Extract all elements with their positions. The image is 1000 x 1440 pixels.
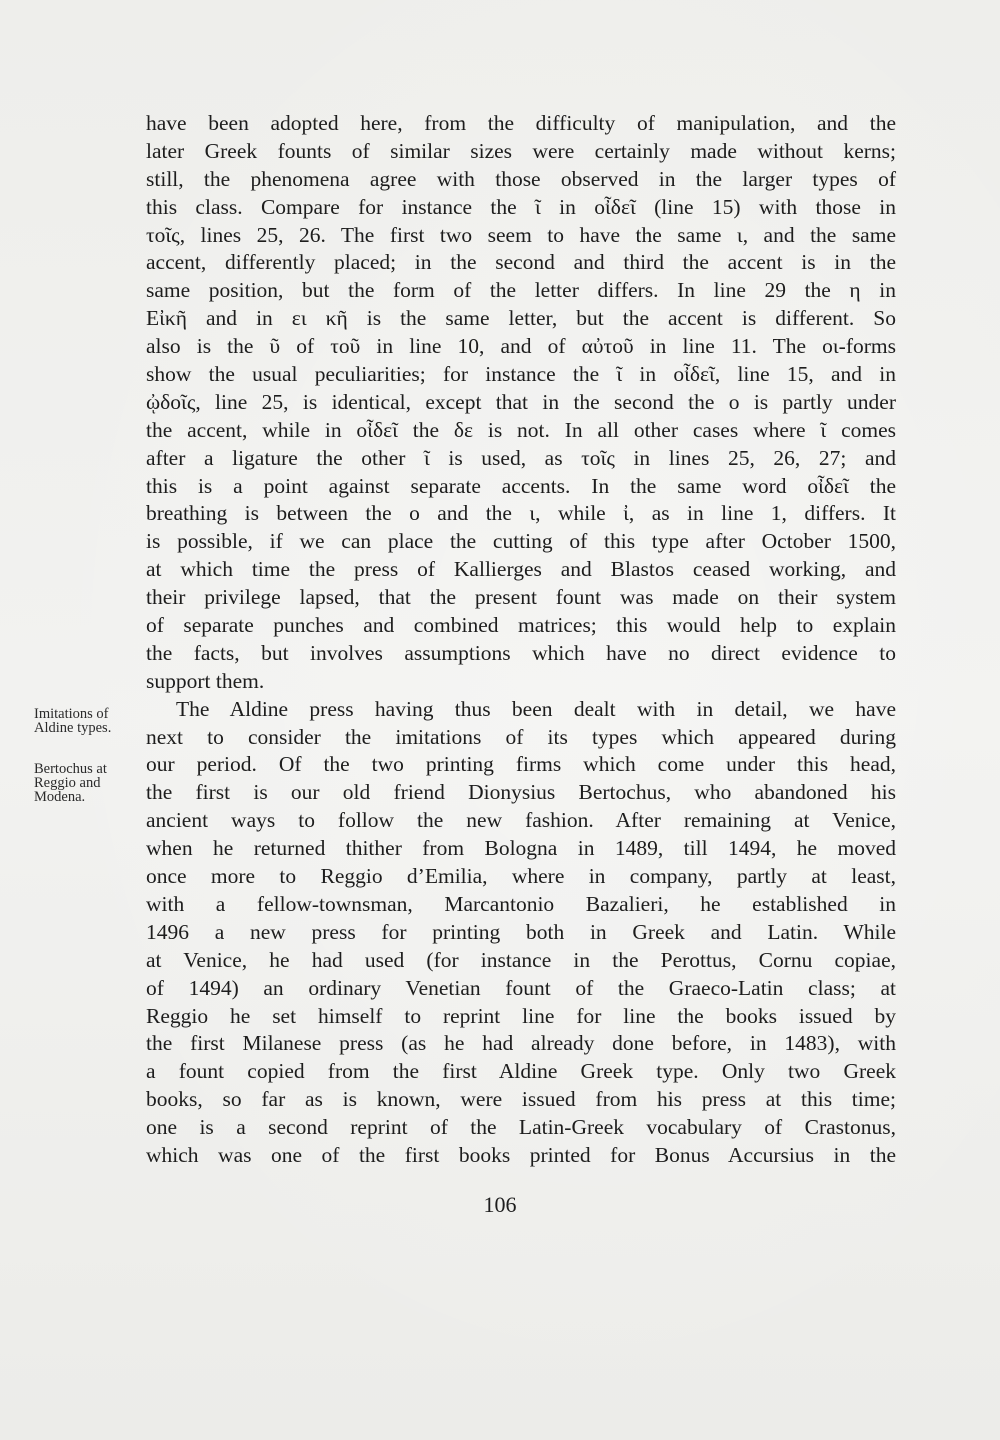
text-line: still, the phenomena agree with those observed in the larger types of [146, 166, 896, 191]
text-line: the accent, while in οἶδεῖ the δε is not. In all other cases where ῖ comes [146, 417, 896, 442]
paragraph-last-line: support them. [146, 668, 265, 693]
text-line: once more to Reggio d’Emilia, where in company, partly at least, [146, 864, 896, 889]
text-line: later Greek founts of similar sizes were certainly made without kerns; [146, 138, 896, 163]
text-line: 1496 a new press for printing both in Greek and Latin. While [146, 919, 896, 944]
text-line: next to consider the imitations of its types which appeared during [146, 724, 896, 749]
text-line: accent, differently placed; in the second and third the accent is in the [146, 250, 896, 275]
sidenote-line: Reggio and [34, 775, 101, 791]
text-line: after a ligature the other ῖ is used, as τοῖς in lines 25, 26, 27; and [146, 445, 896, 470]
text-line: of separate punches and combined matrices; this would help to explain [146, 613, 896, 638]
text-line: which was one of the first books printed for Bonus Accursius in the [146, 1142, 896, 1167]
text-line: books, so far as is known, were issued from his press at this time; [146, 1087, 896, 1112]
paragraph-first-line: The Aldine press having thus been dealt with in detail, we have [176, 696, 896, 721]
sidenote-line: Imitations of [34, 706, 109, 722]
text-line: one is a second reprint of the Latin-Greek vocabulary of Crastonus, [146, 1115, 896, 1140]
text-line: this is a point against separate accents. In the same word οἶδεῖ the [146, 473, 896, 498]
text-line: when he returned thither from Bologna in 1489, till 1494, he moved [146, 836, 896, 861]
page-number: 106 [483, 1192, 517, 1217]
text-line: the first is our old friend Dionysius Bertochus, who abandoned his [146, 780, 896, 805]
text-line: τοῖς, lines 25, 26. The first two seem to have the same ι, and the same [146, 222, 896, 247]
text-line: at Venice, he had used (for instance in the Perottus, Cornu copiae, [146, 947, 896, 972]
text-line: ᾠδοῖς, line 25, is identical, except that in the second the ο is partly under [146, 389, 896, 414]
sidenote-aldine-imitations [34, 707, 111, 735]
text-line: breathing is between the ο and the ι, while ἰ, as in line 1, differs. It [146, 501, 896, 526]
text-line: the first Milanese press (as he had already done before, in 1483), with [146, 1031, 896, 1056]
text-line: the facts, but involves assumptions which have no direct evidence to [146, 640, 896, 665]
text-line: show the usual peculiarities; for instance the ῖ in οἶδεῖ, line 15, and in [146, 362, 896, 387]
sidenote-line: Bertochus at [34, 761, 107, 777]
text-line: Εἰκῆ and in ει κῆ is the same letter, but the accent is different. So [146, 306, 896, 331]
text-line: their privilege lapsed, that the present fount was made on their system [146, 585, 896, 610]
sidenote-bertochus [34, 762, 107, 804]
text-line: of 1494) an ordinary Venetian fount of the Graeco-Latin class; at [146, 975, 896, 1000]
text-line: Reggio he set himself to reprint line for line the books issued by [146, 1003, 896, 1028]
text-line: is possible, if we can place the cutting of this type after October 1500, [146, 529, 896, 554]
text-line: this class. Compare for instance the ῖ in οἶδεῖ (line 15) with those in [146, 194, 896, 219]
text-line: same position, but the form of the letter differs. In line 29 the η in [146, 278, 896, 303]
text-line: a fount copied from the first Aldine Greek type. Only two Greek [146, 1059, 896, 1084]
sidenote-line: Aldine types. [34, 720, 112, 736]
text-line: at which time the press of Kallierges and Blastos ceased working, and [146, 557, 896, 582]
text-line: with a fellow-townsman, Marcantonio Bazalieri, he established in [146, 891, 896, 916]
body-text [146, 110, 896, 1170]
text-line: our period. Of the two printing firms which come under this head, [146, 752, 896, 777]
sidenote-line: Modena. [34, 789, 86, 805]
text-line: ancient ways to follow the new fashion. After remaining at Venice, [146, 808, 896, 833]
text-line: have been adopted here, from the difficulty of manipulation, and the [146, 111, 896, 135]
text-line: also is the ῦ of τοῦ in line 10, and of αὐτοῦ in line 11. The οι-forms [146, 334, 896, 359]
